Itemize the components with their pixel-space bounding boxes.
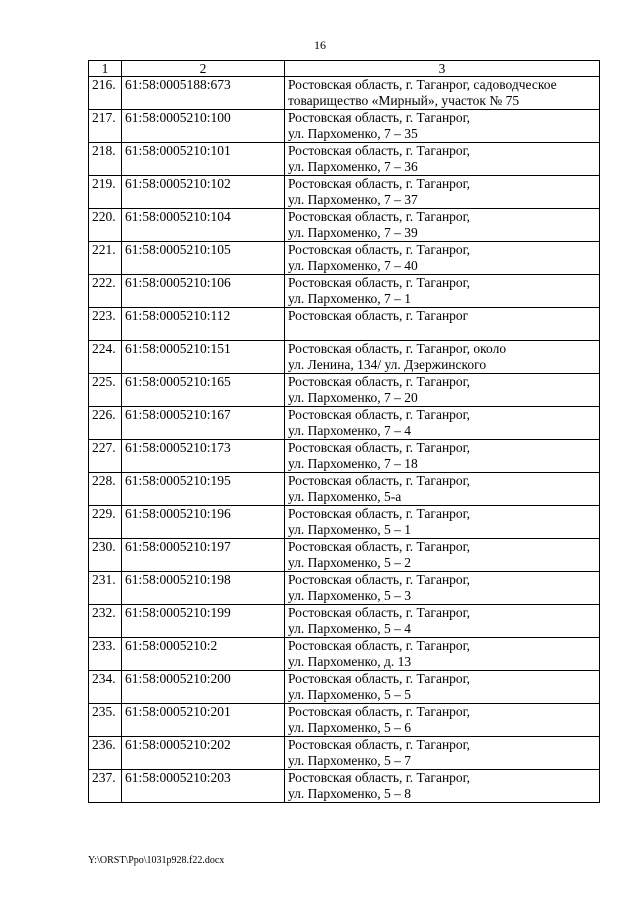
cadastral-number: 61:58:0005210:200 (122, 671, 285, 704)
cadastral-number: 61:58:0005210:202 (122, 737, 285, 770)
table-row (89, 77, 600, 110)
address-line: ул. Пархоменко, 5 – 1 (288, 522, 411, 537)
address-line: Ростовская область, г. Таганрог, (288, 671, 471, 686)
address-line: Ростовская область, г. Таганрог, (288, 440, 471, 455)
address-line: Ростовская область, г. Таганрог, (288, 275, 471, 290)
row-number: 233. (89, 638, 122, 671)
page-number: 16 (314, 38, 326, 52)
address-line: Ростовская область, г. Таганрог, (288, 737, 471, 752)
address-line: ул. Пархоменко, 5-а (288, 489, 402, 504)
cadastral-number: 61:58:0005210:199 (122, 605, 285, 638)
table-row (89, 110, 600, 143)
table-row (89, 176, 600, 209)
address-line: ул. Пархоменко, 7 – 18 (288, 456, 418, 471)
column-header-3: 3 (285, 61, 600, 77)
address-line: ул. Пархоменко, 5 – 3 (288, 588, 411, 603)
row-number: 216. (89, 77, 122, 110)
address-cell (285, 539, 600, 572)
address-cell (285, 143, 600, 176)
table-row (89, 638, 600, 671)
address-line: ул. Пархоменко, 5 – 6 (288, 720, 411, 735)
row-number: 220. (89, 209, 122, 242)
row-number: 225. (89, 374, 122, 407)
address-cell (285, 704, 600, 737)
table-header-row (89, 61, 600, 77)
table-row (89, 374, 600, 407)
address-line: Ростовская область, г. Таганрог, (288, 638, 471, 653)
cadastral-number: 61:58:0005210:112 (122, 308, 285, 341)
cadastral-number: 61:58:0005210:167 (122, 407, 285, 440)
cadastral-number: 61:58:0005210:195 (122, 473, 285, 506)
cadastral-number: 61:58:0005188:673 (122, 77, 285, 110)
table-row (89, 770, 600, 803)
row-number: 234. (89, 671, 122, 704)
row-number: 229. (89, 506, 122, 539)
row-number: 224. (89, 341, 122, 374)
cadastral-number: 61:58:0005210:102 (122, 176, 285, 209)
cadastral-number: 61:58:0005210:104 (122, 209, 285, 242)
cadastral-number: 61:58:0005210:151 (122, 341, 285, 374)
cadastral-number: 61:58:0005210:2 (122, 638, 285, 671)
address-cell (285, 374, 600, 407)
table-row (89, 572, 600, 605)
column-header-1: 1 (89, 61, 122, 77)
address-line: Ростовская область, г. Таганрог, (288, 704, 471, 719)
column-header-2: 2 (122, 61, 285, 77)
cadastral-number: 61:58:0005210:196 (122, 506, 285, 539)
row-number: 232. (89, 605, 122, 638)
address-line: Ростовская область, г. Таганрог, садоводческое (288, 77, 557, 92)
address-cell (285, 770, 600, 803)
cadastral-number: 61:58:0005210:198 (122, 572, 285, 605)
cadastral-number: 61:58:0005210:203 (122, 770, 285, 803)
address-cell (285, 572, 600, 605)
cadastral-number: 61:58:0005210:105 (122, 242, 285, 275)
address-cell (285, 440, 600, 473)
file-path-footer: Y:\ORST\Ppo\1031p928.f22.docx (88, 855, 225, 866)
address-line: Ростовская область, г. Таганрог, около (288, 341, 507, 356)
cadastral-number: 61:58:0005210:106 (122, 275, 285, 308)
row-number: 231. (89, 572, 122, 605)
row-number: 227. (89, 440, 122, 473)
address-line: ул. Пархоменко, 7 – 1 (288, 291, 411, 306)
address-cell (285, 110, 600, 143)
address-line: ул. Пархоменко, 7 – 39 (288, 225, 418, 240)
table-row (89, 737, 600, 770)
land-plots-table (88, 60, 600, 803)
table-row (89, 209, 600, 242)
row-number: 221. (89, 242, 122, 275)
table-row (89, 605, 600, 638)
table-row (89, 473, 600, 506)
address-cell (285, 176, 600, 209)
address-line: Ростовская область, г. Таганрог (288, 308, 469, 323)
address-line: ул. Пархоменко, 7 – 35 (288, 126, 418, 141)
address-cell (285, 242, 600, 275)
address-line: Ростовская область, г. Таганрог, (288, 473, 471, 488)
row-number: 228. (89, 473, 122, 506)
address-cell (285, 209, 600, 242)
address-line: Ростовская область, г. Таганрог, (288, 770, 471, 785)
cadastral-number: 61:58:0005210:165 (122, 374, 285, 407)
address-line: ул. Пархоменко, 5 – 8 (288, 786, 411, 801)
address-line: ул. Пархоменко, 7 – 40 (288, 258, 418, 273)
address-line: Ростовская область, г. Таганрог, (288, 572, 471, 587)
address-line: ул. Пархоменко, 5 – 5 (288, 687, 411, 702)
address-cell (285, 275, 600, 308)
table-row (89, 506, 600, 539)
table-row (89, 407, 600, 440)
row-number: 218. (89, 143, 122, 176)
table-body (89, 77, 600, 803)
address-cell (285, 341, 600, 374)
row-number: 236. (89, 737, 122, 770)
address-line: товарищество «Мирный», участок № 75 (288, 93, 520, 108)
cadastral-number: 61:58:0005210:100 (122, 110, 285, 143)
table-row (89, 704, 600, 737)
address-line: Ростовская область, г. Таганрог, (288, 209, 471, 224)
address-line: Ростовская область, г. Таганрог, (288, 143, 471, 158)
address-cell (285, 605, 600, 638)
row-number: 226. (89, 407, 122, 440)
address-line: Ростовская область, г. Таганрог, (288, 407, 471, 422)
address-line: ул. Пархоменко, 5 – 7 (288, 753, 411, 768)
row-number: 222. (89, 275, 122, 308)
address-line: Ростовская область, г. Таганрог, (288, 506, 471, 521)
cadastral-number: 61:58:0005210:197 (122, 539, 285, 572)
row-number: 223. (89, 308, 122, 341)
table-row (89, 341, 600, 374)
table-row (89, 275, 600, 308)
address-cell (285, 737, 600, 770)
row-number: 219. (89, 176, 122, 209)
address-cell (285, 473, 600, 506)
cadastral-number: 61:58:0005210:101 (122, 143, 285, 176)
address-line: Ростовская область, г. Таганрог, (288, 110, 471, 125)
cadastral-number: 61:58:0005210:173 (122, 440, 285, 473)
address-line: Ростовская область, г. Таганрог, (288, 176, 471, 191)
address-line: ул. Пархоменко, 5 – 4 (288, 621, 411, 636)
address-line: ул. Пархоменко, 7 – 37 (288, 192, 418, 207)
address-line: ул. Пархоменко, 7 – 36 (288, 159, 418, 174)
address-line: ул. Ленина, 134/ ул. Дзержинского (288, 357, 487, 372)
row-number: 230. (89, 539, 122, 572)
address-line: ул. Пархоменко, 7 – 20 (288, 390, 418, 405)
table-row (89, 308, 600, 341)
address-line: Ростовская область, г. Таганрог, (288, 374, 471, 389)
address-cell (285, 407, 600, 440)
address-line: Ростовская область, г. Таганрог, (288, 242, 471, 257)
row-number: 217. (89, 110, 122, 143)
address-line: Ростовская область, г. Таганрог, (288, 605, 471, 620)
table-row (89, 539, 600, 572)
table-row (89, 143, 600, 176)
address-cell (285, 638, 600, 671)
address-line: Ростовская область, г. Таганрог, (288, 539, 471, 554)
cadastral-number: 61:58:0005210:201 (122, 704, 285, 737)
table-row (89, 440, 600, 473)
table-row (89, 671, 600, 704)
address-line: ул. Пархоменко, 5 – 2 (288, 555, 411, 570)
address-cell (285, 506, 600, 539)
address-cell (285, 308, 600, 341)
address-cell (285, 77, 600, 110)
address-line: ул. Пархоменко, д. 13 (288, 654, 412, 669)
address-cell (285, 671, 600, 704)
address-line: ул. Пархоменко, 7 – 4 (288, 423, 411, 438)
table-row (89, 242, 600, 275)
row-number: 235. (89, 704, 122, 737)
row-number: 237. (89, 770, 122, 803)
